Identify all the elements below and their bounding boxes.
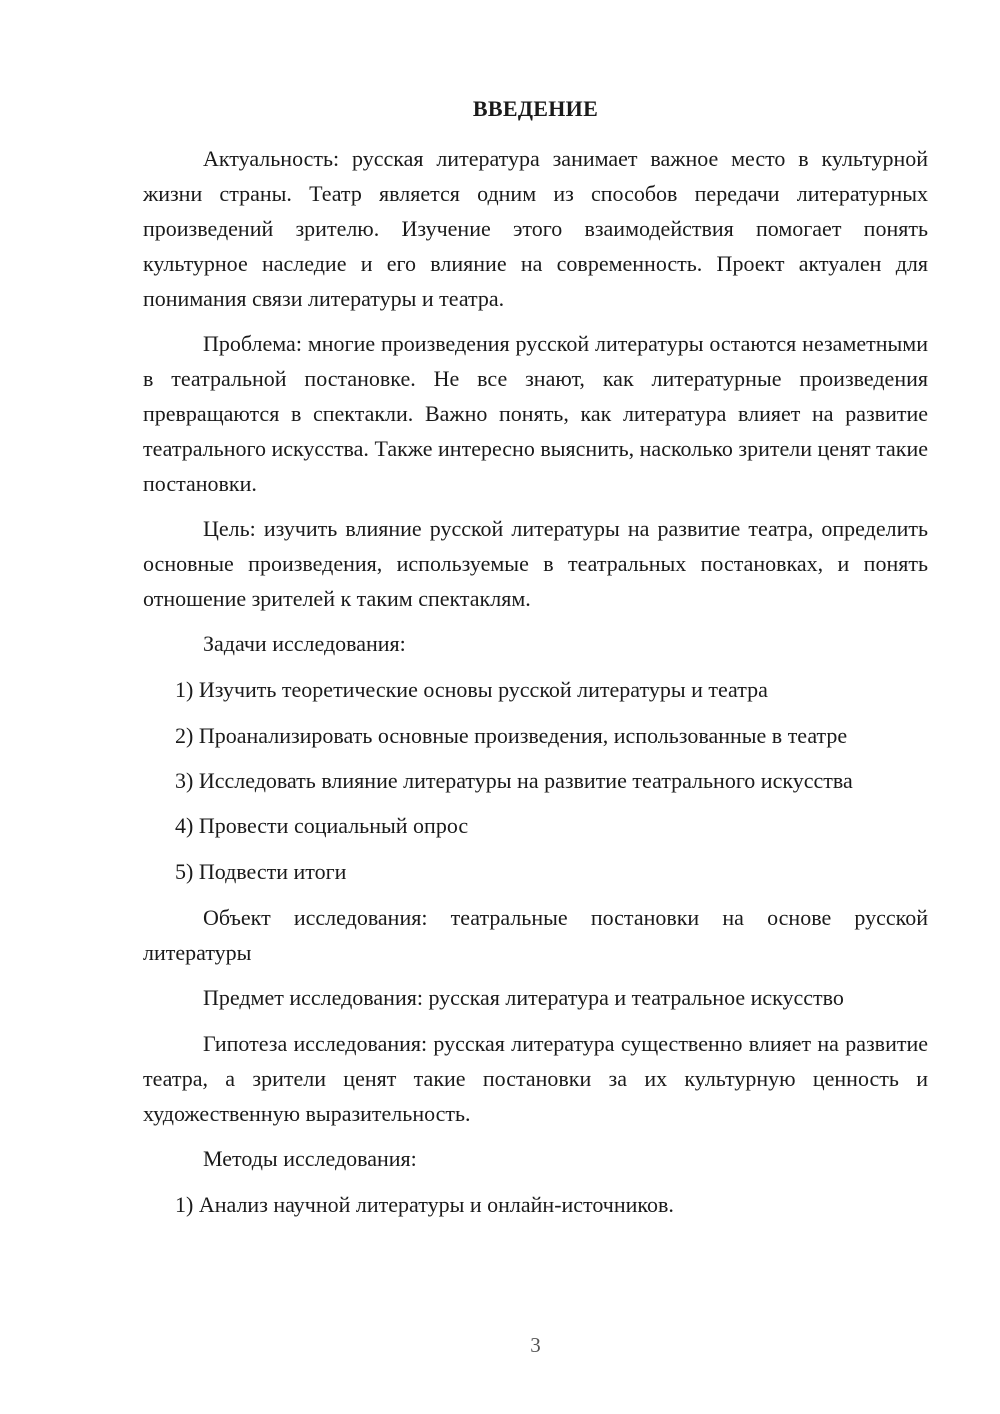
- list-item-task-3: 3) Исследовать влияние литературы на развитие театрального искусства: [175, 768, 853, 793]
- list-item-task-2: 2) Проанализировать основные произведения, использованные в театре: [175, 723, 848, 748]
- paragraph-hypothesis: Гипотеза исследования: русская литература существенно влияет на развитие театра, а зрители ценят такие постановки за их культурную ценность и художественную выразительность.: [143, 1031, 928, 1126]
- paragraph-problem: Проблема: многие произведения русской литературы остаются незаметными в театральной постановке. Не все знают, как литературные произведения превращаются в спектакли. Важно понять, как литература влияет на развитие театрального искусства. Также интересно выяснить, насколько зрители ценят такие постановки.: [143, 331, 928, 496]
- section-heading: ВВЕДЕНИЕ: [472, 96, 599, 121]
- paragraph-subject: Предмет исследования: русская литература и театральное искусство: [203, 985, 844, 1010]
- page-number: 3: [530, 1333, 541, 1357]
- paragraph-object: Объект исследования: театральные постановки на основе русской литературы: [143, 905, 928, 965]
- paragraph-relevance: Актуальность: русская литература занимает важное место в культурной жизни страны. Театр является одним из способов передачи литературных произведений зрителю. Изучение этого взаимодействия помогает понять культурное наследие и его влияние на современность. Проект актуален для понимания связи литературы и театра.: [143, 146, 928, 311]
- paragraph-methods-heading: Методы исследования:: [203, 1146, 417, 1171]
- paragraph-tasks-heading: Задачи исследования:: [203, 631, 406, 656]
- document-page: [143, 0, 928, 1414]
- paragraph-goal: Цель: изучить влияние русской литературы на развитие театра, определить основные произведения, используемые в театральных постановках, и понять отношение зрителей к таким спектаклям.: [143, 516, 928, 611]
- list-item-task-4: 4) Провести социальный опрос: [175, 813, 469, 838]
- list-item-method-1: 1) Анализ научной литературы и онлайн-источников.: [175, 1192, 674, 1217]
- list-item-task-1: 1) Изучить теоретические основы русской литературы и театра: [175, 677, 768, 702]
- document-body: [143, 141, 928, 1232]
- list-item-task-5: 5) Подвести итоги: [175, 859, 347, 884]
